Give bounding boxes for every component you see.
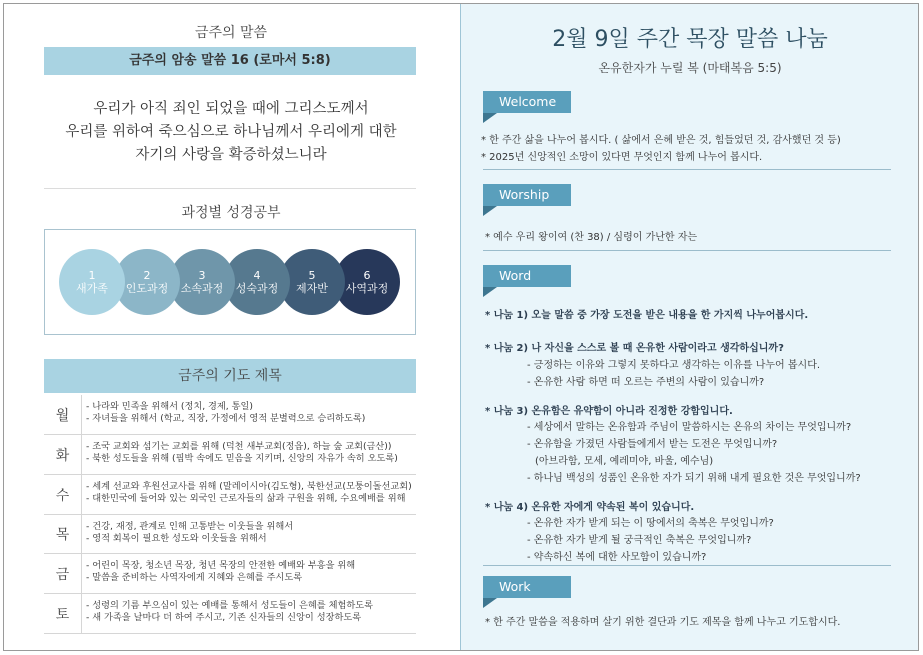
course-circle (59, 249, 125, 315)
prayer-day: 토 (44, 594, 82, 633)
prayer-items (86, 441, 398, 465)
word-question-3: * 나눔 3) 온유함은 유약함이 아니라 진정한 강함입니다. (485, 406, 733, 417)
prayer-day: 화 (44, 435, 82, 474)
course-label: 소속과정 (180, 282, 224, 295)
prayer-item: - 어린이 목장, 청소년 목장, 청년 목장의 안전한 예배와 부흥을 위해 (86, 560, 356, 571)
prayer-items (86, 600, 373, 624)
prayer-items (86, 481, 412, 505)
sharing-title: 2월 9일 주간 목장 말씀 나눔 (552, 27, 828, 52)
welcome-tab: Welcome (483, 91, 571, 113)
prayer-item: - 건강, 재정, 관계로 인해 고통받는 이웃들을 위해서 (86, 521, 294, 532)
prayer-item: - 자녀들을 위해서 (학교, 직장, 가정에서 영적 분별력으로 승리하도록) (86, 413, 366, 424)
course-title: 과정별 성경공부 (181, 205, 281, 221)
prayer-items (86, 560, 355, 584)
course-number: 6 (363, 269, 371, 282)
verse-line: 우리가 아직 죄인 되었을 때에 그리스도께서 (93, 101, 369, 117)
prayer-items (86, 401, 365, 425)
divider (483, 565, 891, 566)
prayer-item: - 성령의 기름 부으심이 있는 예배를 통해서 성도들이 은혜를 체험하도록 (86, 600, 373, 611)
sharing-subtitle: 온유한자가 누릴 복 (마태복음 5:5) (598, 61, 782, 75)
weekly-word-title: 금주의 말씀 (194, 25, 268, 41)
memory-verse-label: 금주의 암송 말씀 16 (로마서 5:8) (44, 47, 416, 75)
divider (483, 169, 891, 170)
prayer-item: - 세계 선교와 후원선교사를 위해 (말레이시아(김도형), 북한선교(모퉁이돌선교회) (86, 481, 412, 492)
word-question-1: * 나눔 1) 오늘 말씀 중 가장 도전을 받은 내용을 한 가지씩 나누어봅시다. (485, 310, 809, 321)
word-item: - 온유함을 가졌던 사람들에게서 받는 도전은 무엇입니까? (527, 439, 778, 450)
work-tab: Work (483, 576, 571, 598)
welcome-line: * 2025년 신앙적인 소망이 있다면 무엇인지 함께 나누어 봅시다. (481, 152, 763, 163)
prayer-title: 금주의 기도 제목 (44, 359, 416, 393)
prayer-row (44, 554, 416, 594)
word-item: - 세상에서 말하는 온유함과 주님이 말씀하시는 온유의 차이는 무엇입니까? (527, 422, 852, 433)
course-label: 인도과정 (125, 282, 169, 295)
course-number: 3 (198, 269, 206, 282)
course-box (44, 229, 416, 335)
verse-line: 우리를 위하여 죽으심으로 하나님께서 우리에게 대한 (65, 124, 397, 140)
word-item: - 하나님 백성의 성품인 온유한 자가 되기 위해 내게 필요한 것은 무엇입니까? (527, 473, 861, 484)
prayer-row (44, 515, 416, 554)
worship-tab: Worship (483, 184, 571, 206)
prayer-row (44, 475, 416, 515)
course-number: 2 (143, 269, 151, 282)
prayer-item: - 대한민국에 들어와 있는 외국인 근로자들의 삶과 구원을 위해, 수요예배를 위해 (86, 493, 406, 504)
divider (44, 188, 416, 189)
prayer-item: - 말씀을 준비하는 사역자에게 지혜와 은혜를 주시도록 (86, 572, 303, 583)
word-item: - 온유한 자가 받게 되는 이 땅에서의 축복은 무엇입니까? (527, 518, 774, 529)
word-item: - 긍정하는 이유와 그렇지 못하다고 생각하는 이유를 나누어 봅시다. (527, 360, 821, 371)
course-number: 4 (253, 269, 261, 282)
work-line: * 한 주간 말씀을 적용하며 살기 위한 결단과 기도 제목을 함께 나누고 기도합시다. (485, 617, 841, 628)
course-label: 제자반 (296, 282, 328, 295)
prayer-item: - 새 가족을 날마다 더 하여 주시고, 기존 신자들의 신앙이 성장하도록 (86, 612, 362, 623)
prayer-day: 금 (44, 554, 82, 593)
prayer-row (44, 594, 416, 634)
divider (483, 250, 891, 251)
word-item: - 온유한 자가 받게 될 궁극적인 축복은 무엇입니까? (527, 535, 752, 546)
prayer-day: 수 (44, 475, 82, 514)
course-label: 새가족 (76, 282, 108, 295)
prayer-row (44, 435, 416, 475)
word-item: (아브라함, 모세, 예레미야, 바울, 예수님) (535, 456, 714, 467)
word-item: - 약속하신 복에 대한 사모함이 있습니까? (527, 552, 707, 563)
word-question-2: * 나눔 2) 나 자신을 스스로 볼 때 온유한 사람이라고 생각하십니까? (485, 343, 784, 354)
prayer-day: 목 (44, 515, 82, 553)
word-item: - 온유한 사람 하면 떠 오르는 주변의 사람이 있습니까? (527, 377, 765, 388)
prayer-day: 월 (44, 395, 82, 434)
prayer-item: - 영적 회복이 필요한 성도와 이웃들을 위해서 (86, 533, 267, 544)
course-number: 1 (88, 269, 96, 282)
memory-verse-text (4, 98, 458, 167)
course-label: 성숙과정 (235, 282, 279, 295)
prayer-row (44, 395, 416, 435)
word-question-4: * 나눔 4) 온유한 자에게 약속된 복이 있습니다. (485, 502, 695, 513)
prayer-item: - 북한 성도들을 위해 (핍박 속에도 믿음을 지키며, 신앙의 자유가 속히 오도록) (86, 453, 398, 464)
course-number: 5 (308, 269, 316, 282)
prayer-item: - 나라와 민족을 위해서 (정치, 경제, 통일) (86, 401, 253, 412)
word-tab: Word (483, 265, 571, 287)
right-panel (460, 4, 918, 650)
welcome-line: * 한 주간 삶을 나누어 봅시다. ( 삶에서 은혜 받은 것, 힘들었던 것, 감사했던 것 등) (481, 135, 841, 146)
left-panel (4, 4, 458, 650)
prayer-items (86, 521, 293, 545)
worship-line: * 예수 우리 왕이여 (찬 38) / 심령이 가난한 자는 (485, 232, 698, 243)
verse-line: 자기의 사랑을 확증하셨느니라 (135, 147, 327, 163)
course-label: 사역과정 (345, 282, 389, 295)
prayer-item: - 조국 교회와 섬기는 교회를 위해 (덕천 새부교회(정읍), 하늘 숲 교회(금산)) (86, 441, 392, 452)
